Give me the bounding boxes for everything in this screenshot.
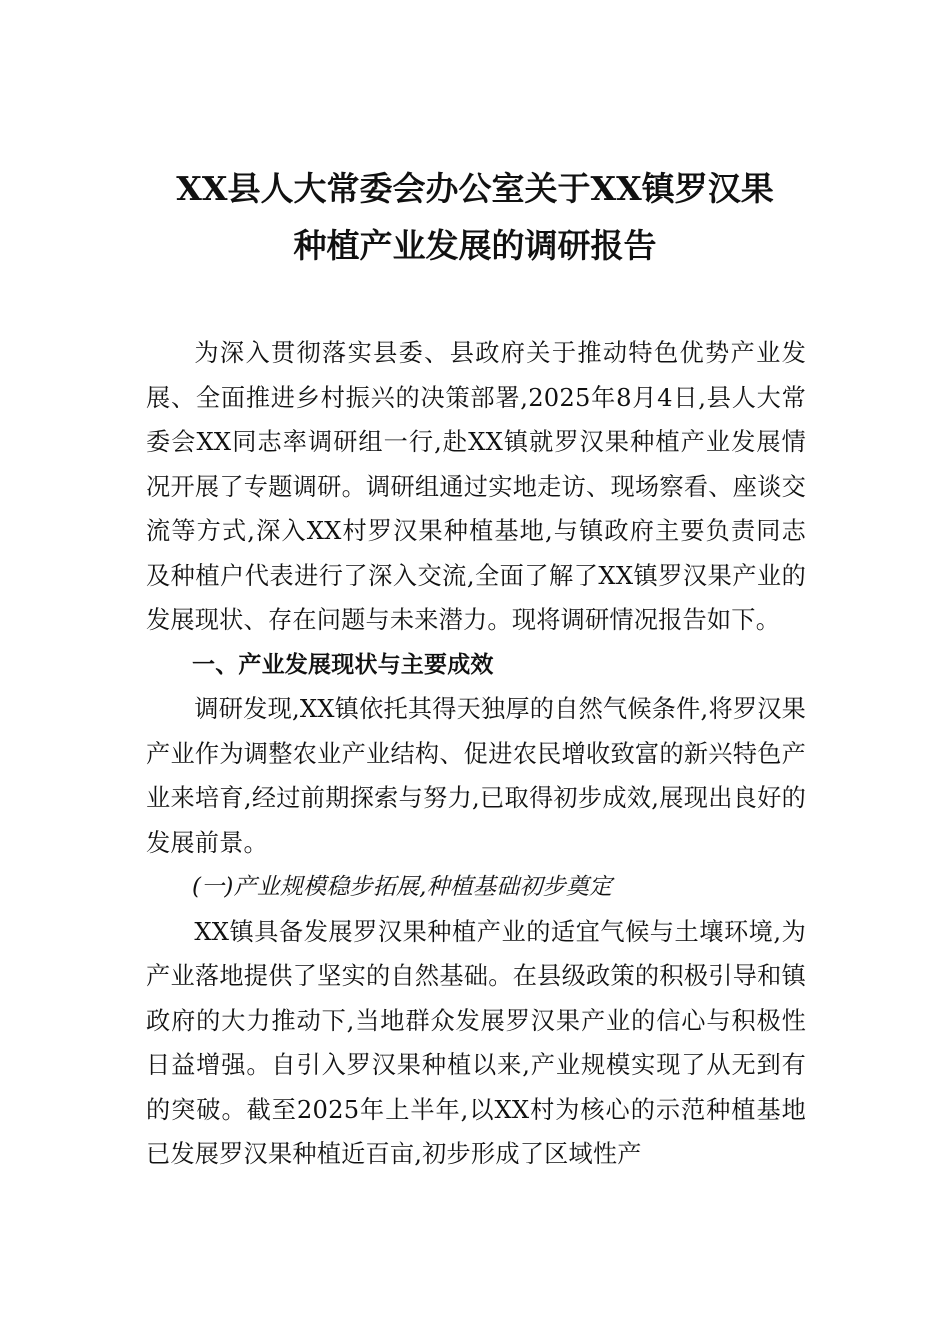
title-line-1: XX县人大常委会办公室关于XX镇罗汉果	[176, 169, 774, 208]
section-1-paragraph: 调研发现,XX镇依托其得天独厚的自然气候条件,将罗汉果产业作为调整农业产业结构、促进农民增收致富的新兴特色产业来培育,经过前期探索与努力,已取得初步成效,展现出良好的发展前景。	[146, 695, 806, 857]
title-line-2: 种植产业发展的调研报告	[293, 226, 657, 265]
subsection-1-paragraph: XX镇具备发展罗汉果种植产业的适宜气候与土壤环境,为产业落地提供了坚实的自然基础。在县级政策的积极引导和镇政府的大力推动下,当地群众发展罗汉果产业的信心与积极性日益增强。自引入罗汉果种植以来,产业规模实现了从无到有的突破。截至2025年上半年,以XX村为核心的示范种植基地已发展罗汉果种植近百亩,初步形成了区域性产	[146, 917, 806, 1168]
document-title	[140, 160, 810, 274]
section-1-heading: 一、产业发展现状与主要成效	[192, 651, 494, 678]
document-body	[146, 331, 806, 1177]
intro-paragraph: 为深入贯彻落实县委、县政府关于推动特色优势产业发展、全面推进乡村振兴的决策部署,2025年8月4日,县人大常委会XX同志率调研组一行,赴XX镇就罗汉果种植产业发展情况开展了专题调研。调研组通过实地走访、现场察看、座谈交流等方式,深入XX村罗汉果种植基地,与镇政府主要负责同志及种植户代表进行了深入交流,全面了解了XX镇罗汉果产业的发展现状、存在问题与未来潜力。现将调研情况报告如下。	[146, 339, 806, 634]
subsection-1-heading: (一)产业规模稳步拓展,种植基础初步奠定	[192, 874, 613, 900]
